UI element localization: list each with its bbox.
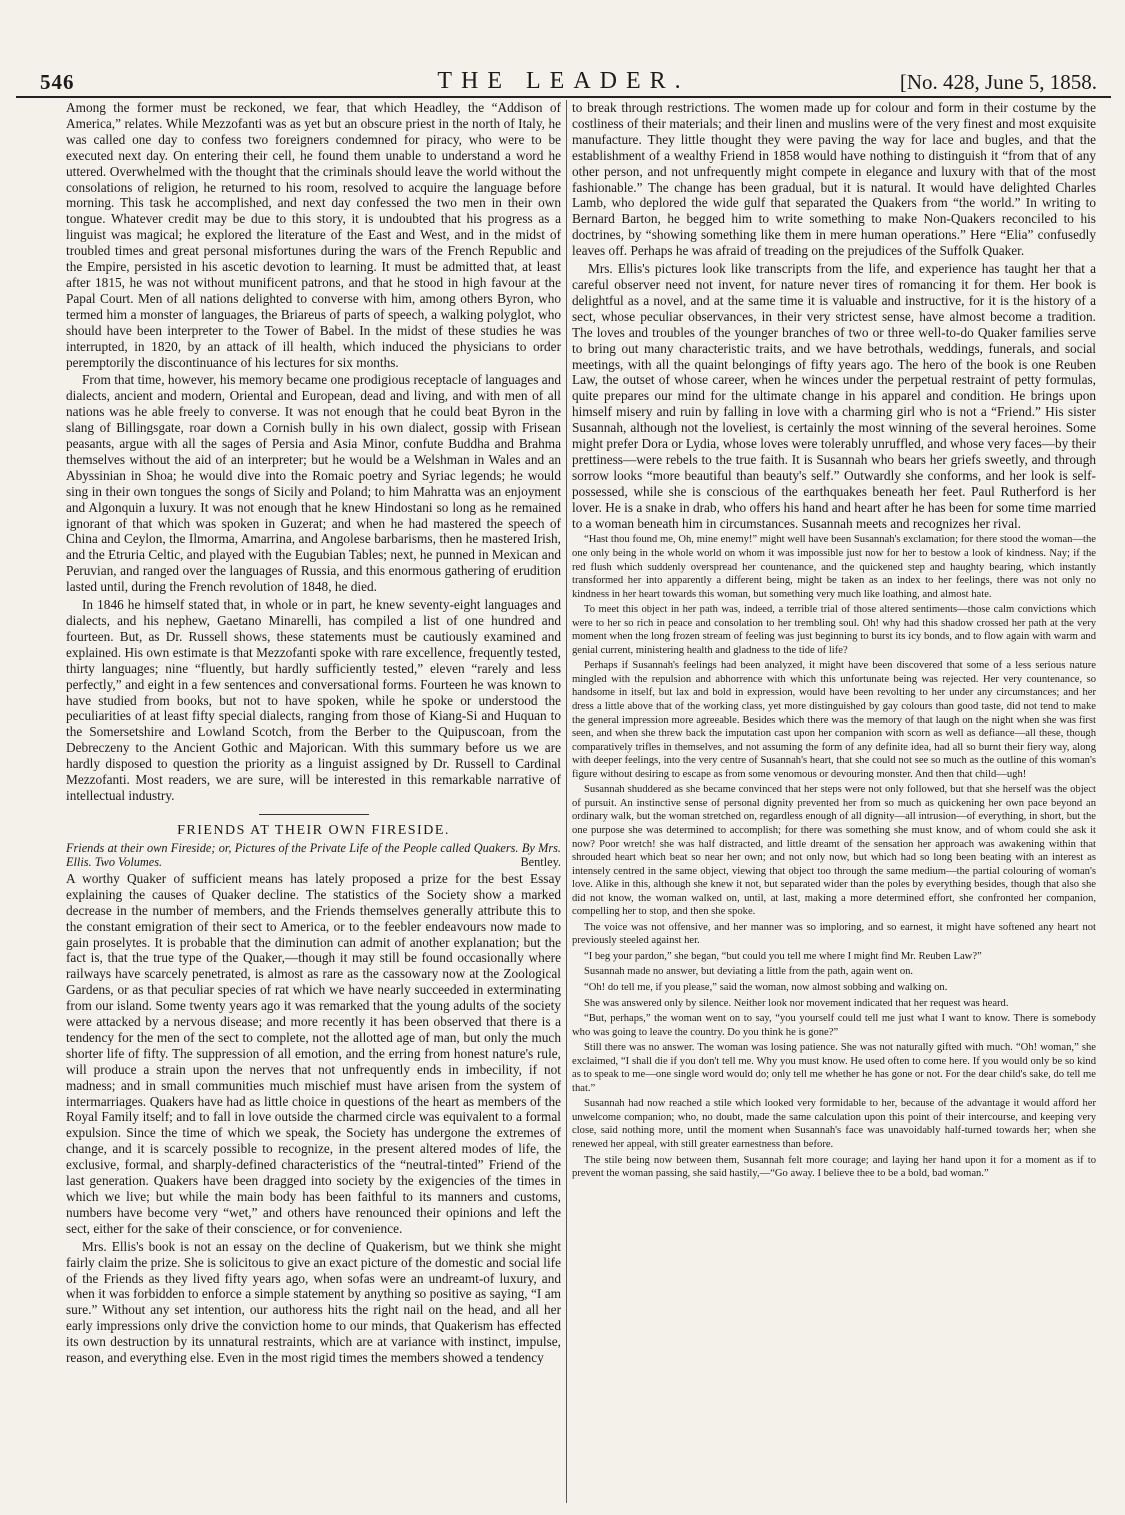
column-rule: [566, 100, 567, 1503]
extract-paragraph: She was answered only by silence. Neither look nor movement indicated that her request was heard.: [584, 997, 1009, 1009]
left-column: [66, 100, 561, 1507]
book-citation: [66, 841, 561, 869]
review-continuation: [572, 100, 1096, 531]
extract-paragraph: “I beg your pardon,” she began, “but could you tell me where I might find Mr. Reuben Law?”: [584, 950, 982, 962]
right-column: [572, 100, 1096, 1507]
newspaper-title: THE LEADER.: [437, 68, 690, 94]
extract-paragraph: “Oh! do tell me, if you please,” said the woman, now almost sobbing and walking on.: [584, 981, 948, 993]
book-extract: [572, 533, 1096, 1180]
issue-date: [No. 428, June 5, 1858.: [899, 70, 1097, 94]
publisher-name: Bentley.: [520, 854, 561, 869]
page-header: [16, 66, 1111, 98]
review-heading: FRIENDS AT THEIR OWN FIRESIDE.: [177, 822, 450, 838]
extract-paragraph: “Hast thou found me, Oh, mine enemy!” might well have been Susannah's exclamation; for there stood the woman—the one only being in the whole world on whom it was impossible just now for her to bestow a look of kindness. Nay; if the red flush which suddenly overspread her countenance, and the quickened step and haughty bearing, which instantly transformed her into apparently a different being, might be taken as an index to her feelings, there was not only no kindness in her heart towards this woman, but something very much like loathing, and almost hate.: [572, 534, 1096, 600]
page-number: 546: [40, 70, 75, 94]
extract-paragraph: Perhaps if Susannah's feelings had been analyzed, it might have been discovered that some of a less serious nature mingled with the repulsion and abhorrence with which this unfortunate being was rejected. Her very countenance, so handsome in itself, but lax and bold in expression, would have been revolting to her under any circumstances; and her dress a little above that of the working class, yet more distinguished by gay colours than good taste, did not tend to make the general impression more agreeable. Besides which there was the memory of that laugh on the night when she was first seen, and when she threw back the imputation cast upon her companion with scorn as well as defiance—all these, though comparatively trifles in themselves, and not assuming the form of any definite idea, had all so burnt their fiery way, along with deeper feelings, into the very centre of Susannah's heart, that she could not see so much as the outline of this woman's figure without desiring to escape as from some venomous or devouring monster. And then that child—ugh!: [572, 660, 1096, 780]
review-paragraph: to break through restrictions. The women made up for colour and form in their costume by the costliness of their materials; and their linen and muslins were of the very finest and most exquisite manufacture. They little thought they were paving the way for lace and bugles, and that the establishment of a wealthy Friend in 1858 would have nothing to distinguish it “from that of any other person, and not unfrequently might compete in elegance and luxury with that of the most fashionable.” The change has been gradual, but it is natural. It would have delighted Charles Lamb, who deplored the wide gulf that separated the Quakers from “the world.” In writing to Bernard Barton, he begged him to write something to make Non-Quakers reconciled to his doctrines, by “showing something like them in mere human operations.” Here “Elia” confusedly leaves off. Perhaps he was afraid of treading on the prejudices of the Suffolk Quaker.: [572, 100, 1096, 259]
extract-paragraph: The stile being now between them, Susannah felt more courage; and laying her hand upon it for a moment as if to prevent the woman passing, she said hastily,—“Go away. I believe thee to be a bold, bad woman.”: [572, 1154, 1096, 1180]
article-paragraph: Among the former must be reckoned, we fear, that which Headley, the “Addison of America,” relates. While Mezzofanti was as yet but an obscure priest in the north of Italy, he was called one day to confess two foreigners condemned for piracy, who were to be executed next day. On entering their cell, he found them unable to understand a word he uttered. Overwhelmed with the thought that the criminals should leave the world without the consolations of religion, he returned to his room, resolved to acquire the language before morning. This task he accomplished, and next day confessed the two men in their own tongue. Whatever credit may be due to this story, it is undoubted that his progress as a linguist was magical; he explored the literature of the East and West, and in the midst of troubled times and great personal misfortunes during the wars of the French Republic and the Empire, persisted in his ascetic devotion to learning. It must be admitted that, at least after 1815, he was not without munificent patrons, and that he stood in high favour at the Papal Court. Men of all nations delighted to converse with him, among others Byron, who termed him a monster of languages, the Briareus of parts of speech, a walking polyglot, who should have been interpreter to the Tower of Babel. In the midst of these studies he was interrupted, in 1820, by an attack of ill health, which induced the physicians to order peremptorily the discontinuance of his lectures for six months.: [66, 100, 561, 370]
extract-paragraph: To meet this object in her path was, indeed, a terrible trial of those altered sentiments—those calm convictions which were to her so rich in peace and consolation to her trembling soul. Oh! why had this shadow crossed her path at the very moment when the long frozen stream of feeling was just beginning to burst its icy bonds, and to flow again with warm and genial current, ministering health and gladness to the tide of life?: [572, 604, 1096, 656]
article-paragraph: From that time, however, his memory became one prodigious receptacle of languages and dialects, ancient and modern, Oriental and European, dead and living, and with men of all nations was he able freely to converse. It was not enough that he could beat Byron in the slang of Billingsgate, roar down a Cornish bully in his own dialect, gossip with Frisean peasants, argue with all the sages of Persia and Asia Minor, confute Buddha and Brahma themselves without the aid of an interpreter; but he would be a Welshman in Wales and an Abyssinian in Shoa; he would dive into the Romaic poetry and Syriac legends; he would sing in their own tongues the songs of Sicily and Poland; to him Mahratta was an enjoyment and Algonquin a luxury. It was not enough that he knew Hindostani so long as he remained ignorant of that which was spoken in Guzerat; and when he had mastered the speech of China and Ceylon, the Ilmorma, Amarrina, and Angolese barbarisms, then he mastered Irish, and the Etruria Celtic, and played with the Eugubian Tables; next, he punned in Mexican and Peruvian, and ranged over the languages of Russia, and this enormous gathering of erudition lasted until, during the French revolution of 1848, he died.: [66, 372, 561, 595]
extract-paragraph: The voice was not offensive, and her manner was so imploring, and so earnest, it might have softened any heart not previously steeled against her.: [572, 921, 1096, 947]
extract-paragraph: Susannah shuddered as she became convinced that her steps were not only followed, but that she herself was the object of pursuit. An instinctive sense of personal dignity prevented her from so much as quickening her own pace beyond an ordinary walk, but the woman stretched on, regardless enough of all dignity—all intrusion—of everything, in short, but the one purpose she was determined to accomplish; for there was something she must know, and of whom could she ask it now? Poor wretch! she was half distracted, and little dreamt of the sensation her approach was awakening within that shrouded heart which beat so near her own; and not only now, but which had so long been beating with an interest as intensely centred in the same object, viewing that object too through the same medium—the partial colouring of woman's love. Alike in this, although she knew it not, but separated wider than the poles by everything besides, though that also she did not know, the woman walked on, until, at last, making a more determined effort, she confronted her companion, compelling her to stop, and then she spoke.: [572, 784, 1096, 918]
extract-paragraph: Still there was no answer. The woman was losing patience. She was not naturally gifted with much. “Oh! woman,” she exclaimed, “I shall die if you don't tell me. Why you must know. He used often to come here. If you would only be so kind as to speak to me—one single word would do; only tell me whether he has gone or not. For the dear child's sake, do tell me that.”: [572, 1042, 1096, 1094]
extract-paragraph: Susannah made no answer, but deviating a little from the path, again went on.: [584, 966, 914, 978]
book-title: Friends at their own Fireside; or, Pictures of the Private Life of the People called Quakers. By Mrs. Ellis. Two Volumes.: [66, 840, 561, 869]
section-divider: [259, 814, 369, 815]
extract-paragraph: “But, perhaps,” the woman went on to say, “you yourself could tell me just what I want to know. There is somebody who was going to leave the country. Do you think he is gone?”: [572, 1013, 1096, 1038]
review-body: [66, 871, 561, 1366]
review-paragraph: Mrs. Ellis's book is not an essay on the decline of Quakerism, but we think she might fairly claim the prize. She is solicitous to give an exact picture of the domestic and social life of the Friends as they lived fifty years ago, when sofas were an undreamt-of luxury, and when it was forbidden to enforce a simple statement by anything so positive as saying, “I am sure.” Without any set intention, our authoress hits the right nail on the head, and all her early impressions only drive the conviction home to our minds, that Quakerism has effected its own destruction by its unnatural restraints, which are at variance with instinct, impulse, reason, and everything else. Even in the most rigid times the members showed a tendency: [66, 1238, 561, 1366]
left-column-upper-article: [66, 100, 561, 804]
review-paragraph: A worthy Quaker of sufficient means has lately proposed a prize for the best Essay explaining the causes of Quaker decline. The statistics of the Society show a marked decrease in the number of members, and the Friends themselves generally attribute this to the constant emigration of their sect to America, or to the feebler endeavours now made to gain proselytes. It is probable that the diminution can admit of another explanation; but the fact is, that the true type of the Quaker,—though it may still be found occasionally where railways have scarcely penetrated, is almost as rare as the cassowary now at the Zoological Gardens, or as that peculiar species of rat which we have nearly succeeded in exterminating from our island. Some twenty years ago it was remarked that the young adults of the society were attacked by a nervous disease; and more recently it has been observed that there is a tendency for the men of the sect to complete, not the allotted age of man, but only the much shorter life of fifty. The suppression of all emotion, and the erring from honest nature's rule, will produce a strain upon the nerves that not unfrequently ends in imbecility, if not madness; and in small communities much mischief must have arisen from the system of intermarriages. Quakers have had as little choice in questions of the heart as members of the Royal Family itself; and to fall in love outside the charmed circle was equivalent to a formal expulsion. Since the time of which we speak, the Society has undergone the extremes of change, and it is scarcely possible to recognize, in the present altered modes of life, the exclusive, formal, and sharply-defined characteristics of the “neutral-tinted” Friend of the last generation. Quakers have been dragged into society by the exigencies of the times in which we live; but while the main body has been faithful to its manners and customs, numbers have become very “wet,” and others have renounced their opinions and left the sect, either for the sake of their conscience, or for convenience.: [66, 870, 561, 1236]
review-paragraph: Mrs. Ellis's pictures look like transcripts from the life, and experience has taught her that a careful observer need not invent, for nature never tires of romancing it for them. Her book is delightful as a novel, and at the same time it is valuable and instructive, for it is the history of a sect, whose peculiar observances, in their very strictest sense, have almost become a tradition. The loves and troubles of the younger branches of two or three well-to-do Quaker families serve to bring out many characteristic traits, and we have betrothals, weddings, funerals, and social meetings, with all the quaint belongings of fifty years ago. The hero of the book is one Reuben Law, the outset of whose career, when he winces under the perpetual restraint of petty formulas, quite prepares our mind for the ultimate change in his apparel and condition. He brings upon himself misery and ruin by falling in love with a charming girl who is not a “Friend.” His sister Susannah, although not the loveliest, is certainly the most winning of the several heroines. Some might prefer Dora or Lydia, whose loves were tolerably unruffled, and whose very faces—by their prettiness—were rebels to the true faith. It is Susannah who bears her griefs sweetly, and through sorrow looks “more beautiful than beauty's self.” Outwardly she conforms, and her look is self-possessed, while she is conscious of the earthquakes beneath her feet. Paul Rutherford is her lover. He is a snake in drab, who offers his hand and heart after he has been for some time married to a woman beneath him in circumstances. Susannah meets and recognizes her rival.: [572, 261, 1096, 531]
article-paragraph: In 1846 he himself stated that, in whole or in part, he knew seventy-eight languages and dialects, and his nephew, Gaetano Minarelli, has compiled a list of one hundred and fourteen. But, as Dr. Russell shows, these statements must be cautiously examined and explained. His own estimate is that Mezzofanti spoke with rare excellence, frequently tested, thirty languages; nine “fluently, but hardly sufficiently tested,” eleven “rarely and less perfectly,” and eight in a few sentences and conversational forms. Fourteen he was known to have studied from books, but not to have spoken, while he spoke or understood the peculiarities of at least fifty special dialects, ranging from those of Kiang-Si and Huquan to the Somersetshire and Lowland Scotch, from the Berber to the Quipuscoan, from the Debreczeny to the Ancient Gothic and Majorican. With this summary before us we are hardly disposed to question the priority as a linguist assigned by Dr. Russell to Cardinal Mezzofanti. Most readers, we are sure, will be interested in this remarkable narrative of intellectual industry.: [66, 597, 561, 803]
extract-paragraph: Susannah had now reached a stile which looked very formidable to her, because of the advantage it would afford her unwelcome companion; who, no doubt, made the same calculation upon this point of their intercourse, and keeping very close, said nothing more, until the moment when Susannah's face was unavoidably half-turned towards her; when she renewed her appeal, with still greater earnestness than before.: [572, 1098, 1096, 1150]
